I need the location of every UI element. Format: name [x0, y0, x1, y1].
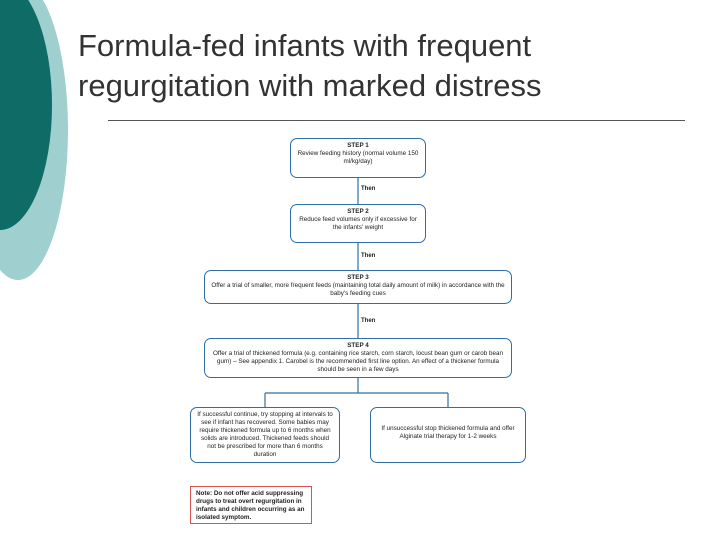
step3-text: Offer a trial of smaller, more frequent feeds (maintaining total daily amount of milk) in accordance with the baby's feeding cues — [211, 282, 505, 297]
step4-box — [204, 338, 512, 378]
step1-text: Review feeding history (normal volume 150 ml/kg/day) — [297, 150, 419, 165]
step1-box — [290, 138, 426, 178]
then-label-2: Then — [361, 253, 376, 259]
step3-label: STEP 3 — [347, 274, 369, 281]
left-outcome-text: If successful continue, try stopping at intervals to see if infant has recovered. Some babies may require thickened formula up to 6 months when solids are introduced. Thickened feeds should not be prescribed for more than 6 months duration — [197, 411, 333, 458]
step4-text: Offer a trial of thickened formula (e.g. containing rice starch, corn starch, locust bean gum or carob bean gum) – See appendix 1. Carobel is the recommended first line option. An effect of a thickener formula should be seen in a few days — [212, 350, 504, 373]
left-outcome-box — [190, 407, 340, 463]
right-outcome-box — [370, 407, 526, 463]
note-text: Note: Do not offer acid suppressing drugs to treat overt regurgitation in infants and children occurring as an isolated symptom. — [196, 490, 305, 521]
slide-title-line1: Formula-fed infants with frequent — [78, 28, 532, 63]
slide-title-line2: regurgitation with marked distress — [78, 68, 542, 103]
then-label-3: Then — [361, 318, 376, 324]
then-label-1: Then — [361, 186, 376, 192]
note-box — [190, 486, 312, 524]
step2-box — [290, 204, 426, 243]
step3-box — [204, 270, 512, 304]
right-outcome-text: If unsuccessful stop thickened formula and offer Alginate trial therapy for 1-2 weeks — [381, 425, 515, 440]
step1-label: STEP 1 — [347, 142, 369, 149]
step2-label: STEP 2 — [347, 208, 369, 215]
step2-text: Reduce feed volumes only if excessive for the infants' weight — [299, 216, 417, 231]
step4-label: STEP 4 — [347, 342, 369, 349]
